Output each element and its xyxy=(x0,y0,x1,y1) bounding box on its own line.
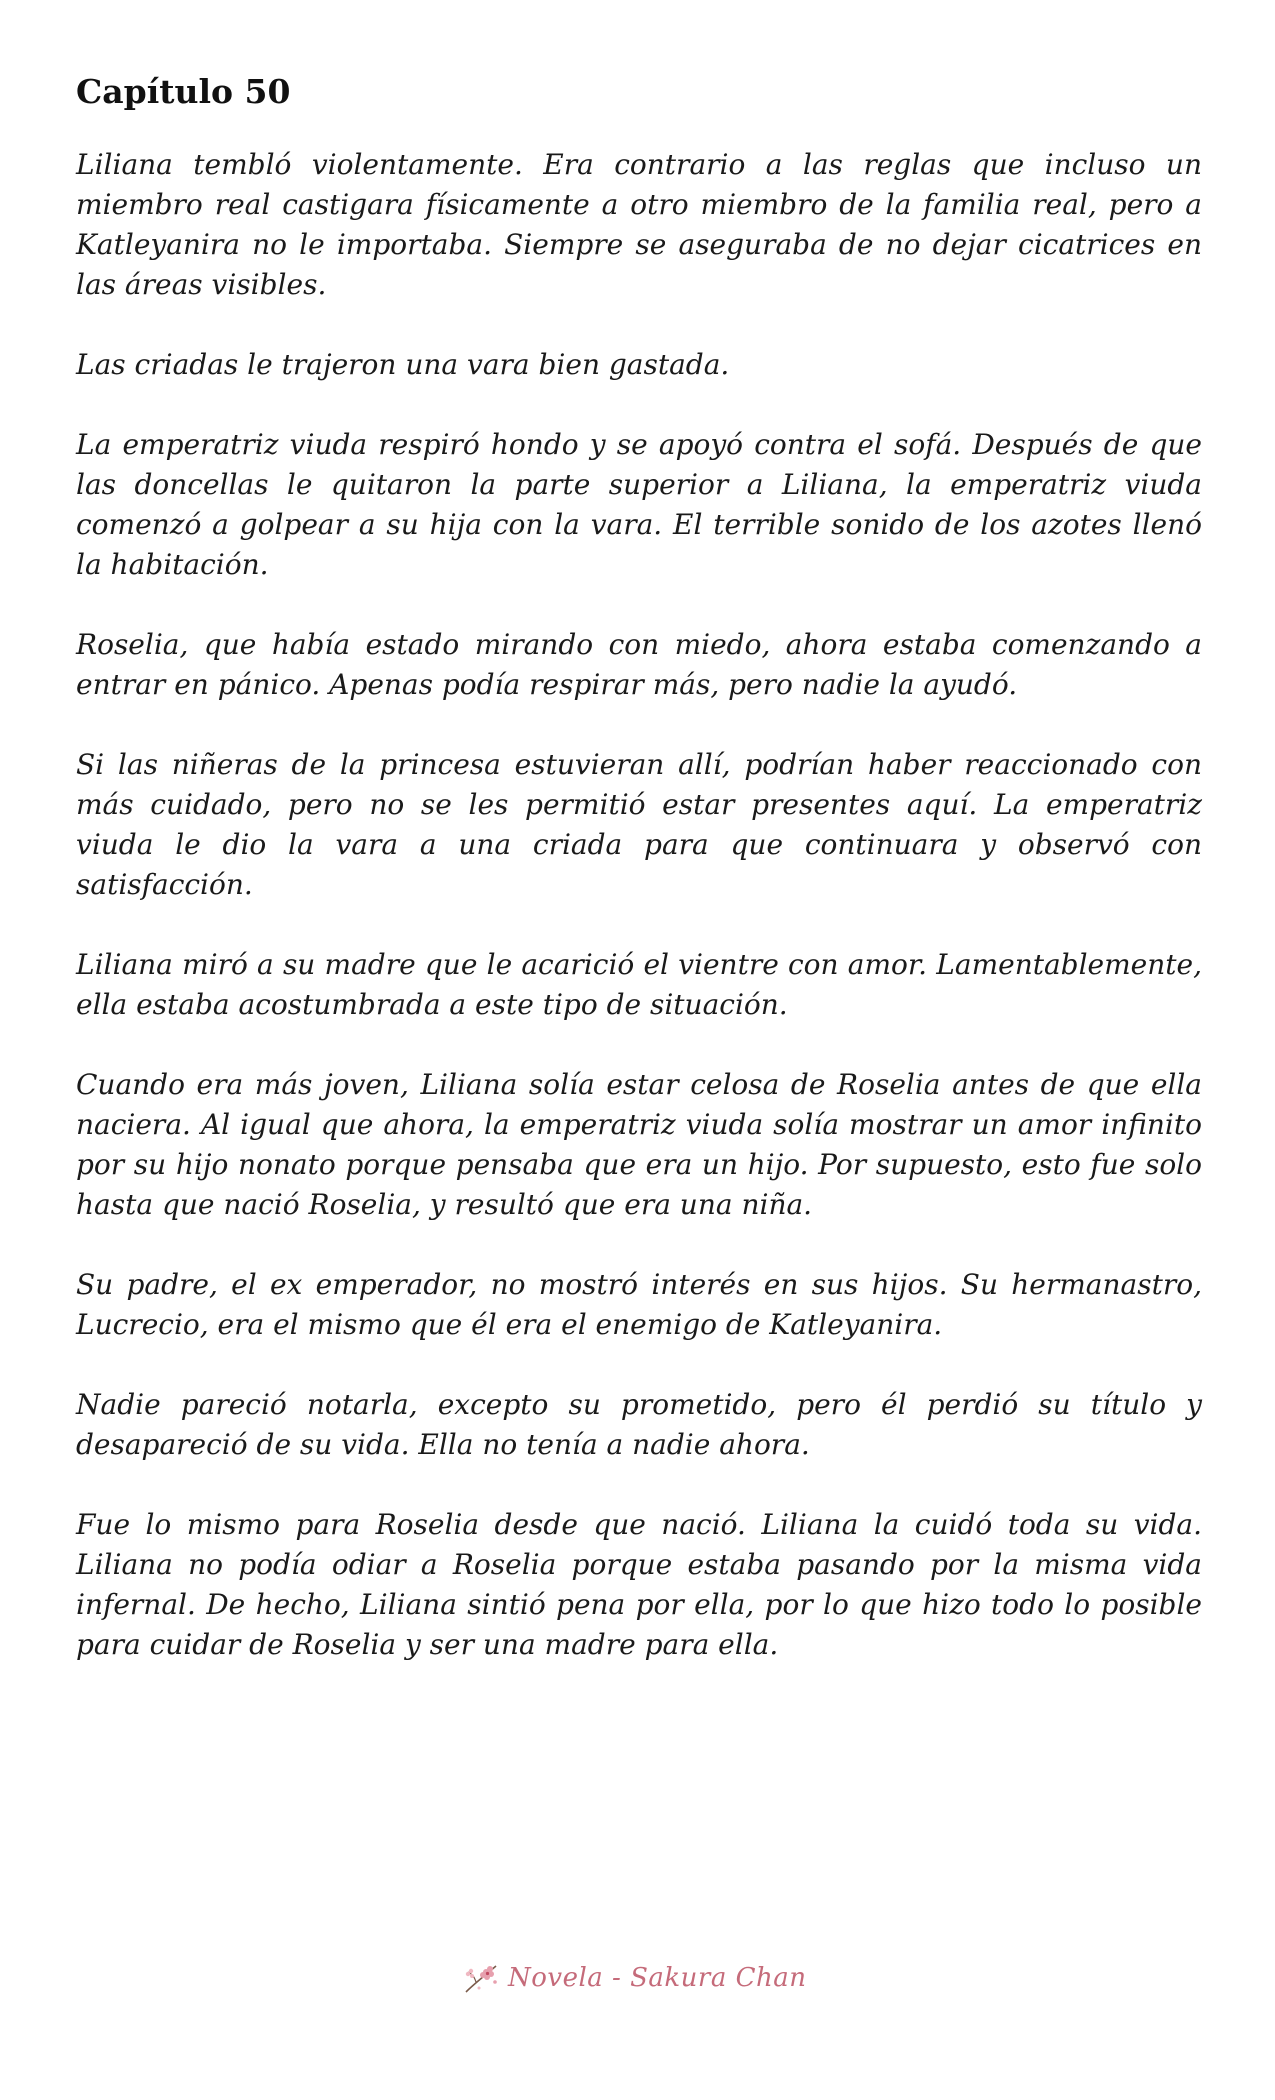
paragraph: Liliana tembló violentamente. Era contrario a las reglas que incluso un miembro real castigara físicamente a otro miembro de la familia real, pero a Katleyanira no le importaba. Siempre se aseguraba de no dejar cicatrices en las áreas visibles. xyxy=(76,148,1202,301)
paragraph: Nadie pareció notarla, excepto su prometido, pero él perdió su título y desapareció de su vida. Ella no tenía a nadie ahora. xyxy=(76,1388,1202,1461)
paragraph: Si las niñeras de la princesa estuvieran allí, podrían haber reaccionado con más cuidado, pero no se les permitió estar presentes aquí. La emperatriz viuda le dio la vara a una criada para que continuara y observó con satisfacción. xyxy=(76,748,1202,901)
chapter-title: Capítulo 50 xyxy=(76,72,291,111)
cherry-blossom-icon xyxy=(462,1958,502,1998)
paragraph: Roselia, que había estado mirando con miedo, ahora estaba comenzando a entrar en pánico. Apenas podía respirar más, pero nadie la ayudó. xyxy=(76,628,1202,701)
chapter-page xyxy=(76,70,1202,1705)
paragraph: La emperatriz viuda respiró hondo y se apoyó contra el sofá. Después de que las doncellas le quitaron la parte superior a Liliana, la emperatriz viuda comenzó a golpear a su hija con la vara. El terrible sonido de los azotes llenó la habitación. xyxy=(76,428,1202,581)
watermark-text: Novela - Sakura Chan xyxy=(508,1963,807,1993)
watermark xyxy=(462,1956,807,2000)
paragraph: Liliana miró a su madre que le acarició el vientre con amor. Lamentablemente, ella estaba acostumbrada a este tipo de situación. xyxy=(76,948,1202,1021)
paragraph: Cuando era más joven, Liliana solía estar celosa de Roselia antes de que ella naciera. Al igual que ahora, la emperatriz viuda solía mostrar un amor infinito por su hijo nonato porque pensaba que era un hijo. Por supuesto, esto fue solo hasta que nació Roselia, y resultó que era una niña. xyxy=(76,1068,1202,1221)
paragraph: Fue lo mismo para Roselia desde que nació. Liliana la cuidó toda su vida. Liliana no podía odiar a Roselia porque estaba pasando por la misma vida infernal. De hecho, Liliana sintió pena por ella, por lo que hizo todo lo posible para cuidar de Roselia y ser una madre para ella. xyxy=(76,1508,1202,1661)
paragraph: Su padre, el ex emperador, no mostró interés en sus hijos. Su hermanastro, Lucrecio, era el mismo que él era el enemigo de Katleyanira. xyxy=(76,1268,1202,1341)
paragraph: Las criadas le trajeron una vara bien gastada. xyxy=(76,348,730,381)
